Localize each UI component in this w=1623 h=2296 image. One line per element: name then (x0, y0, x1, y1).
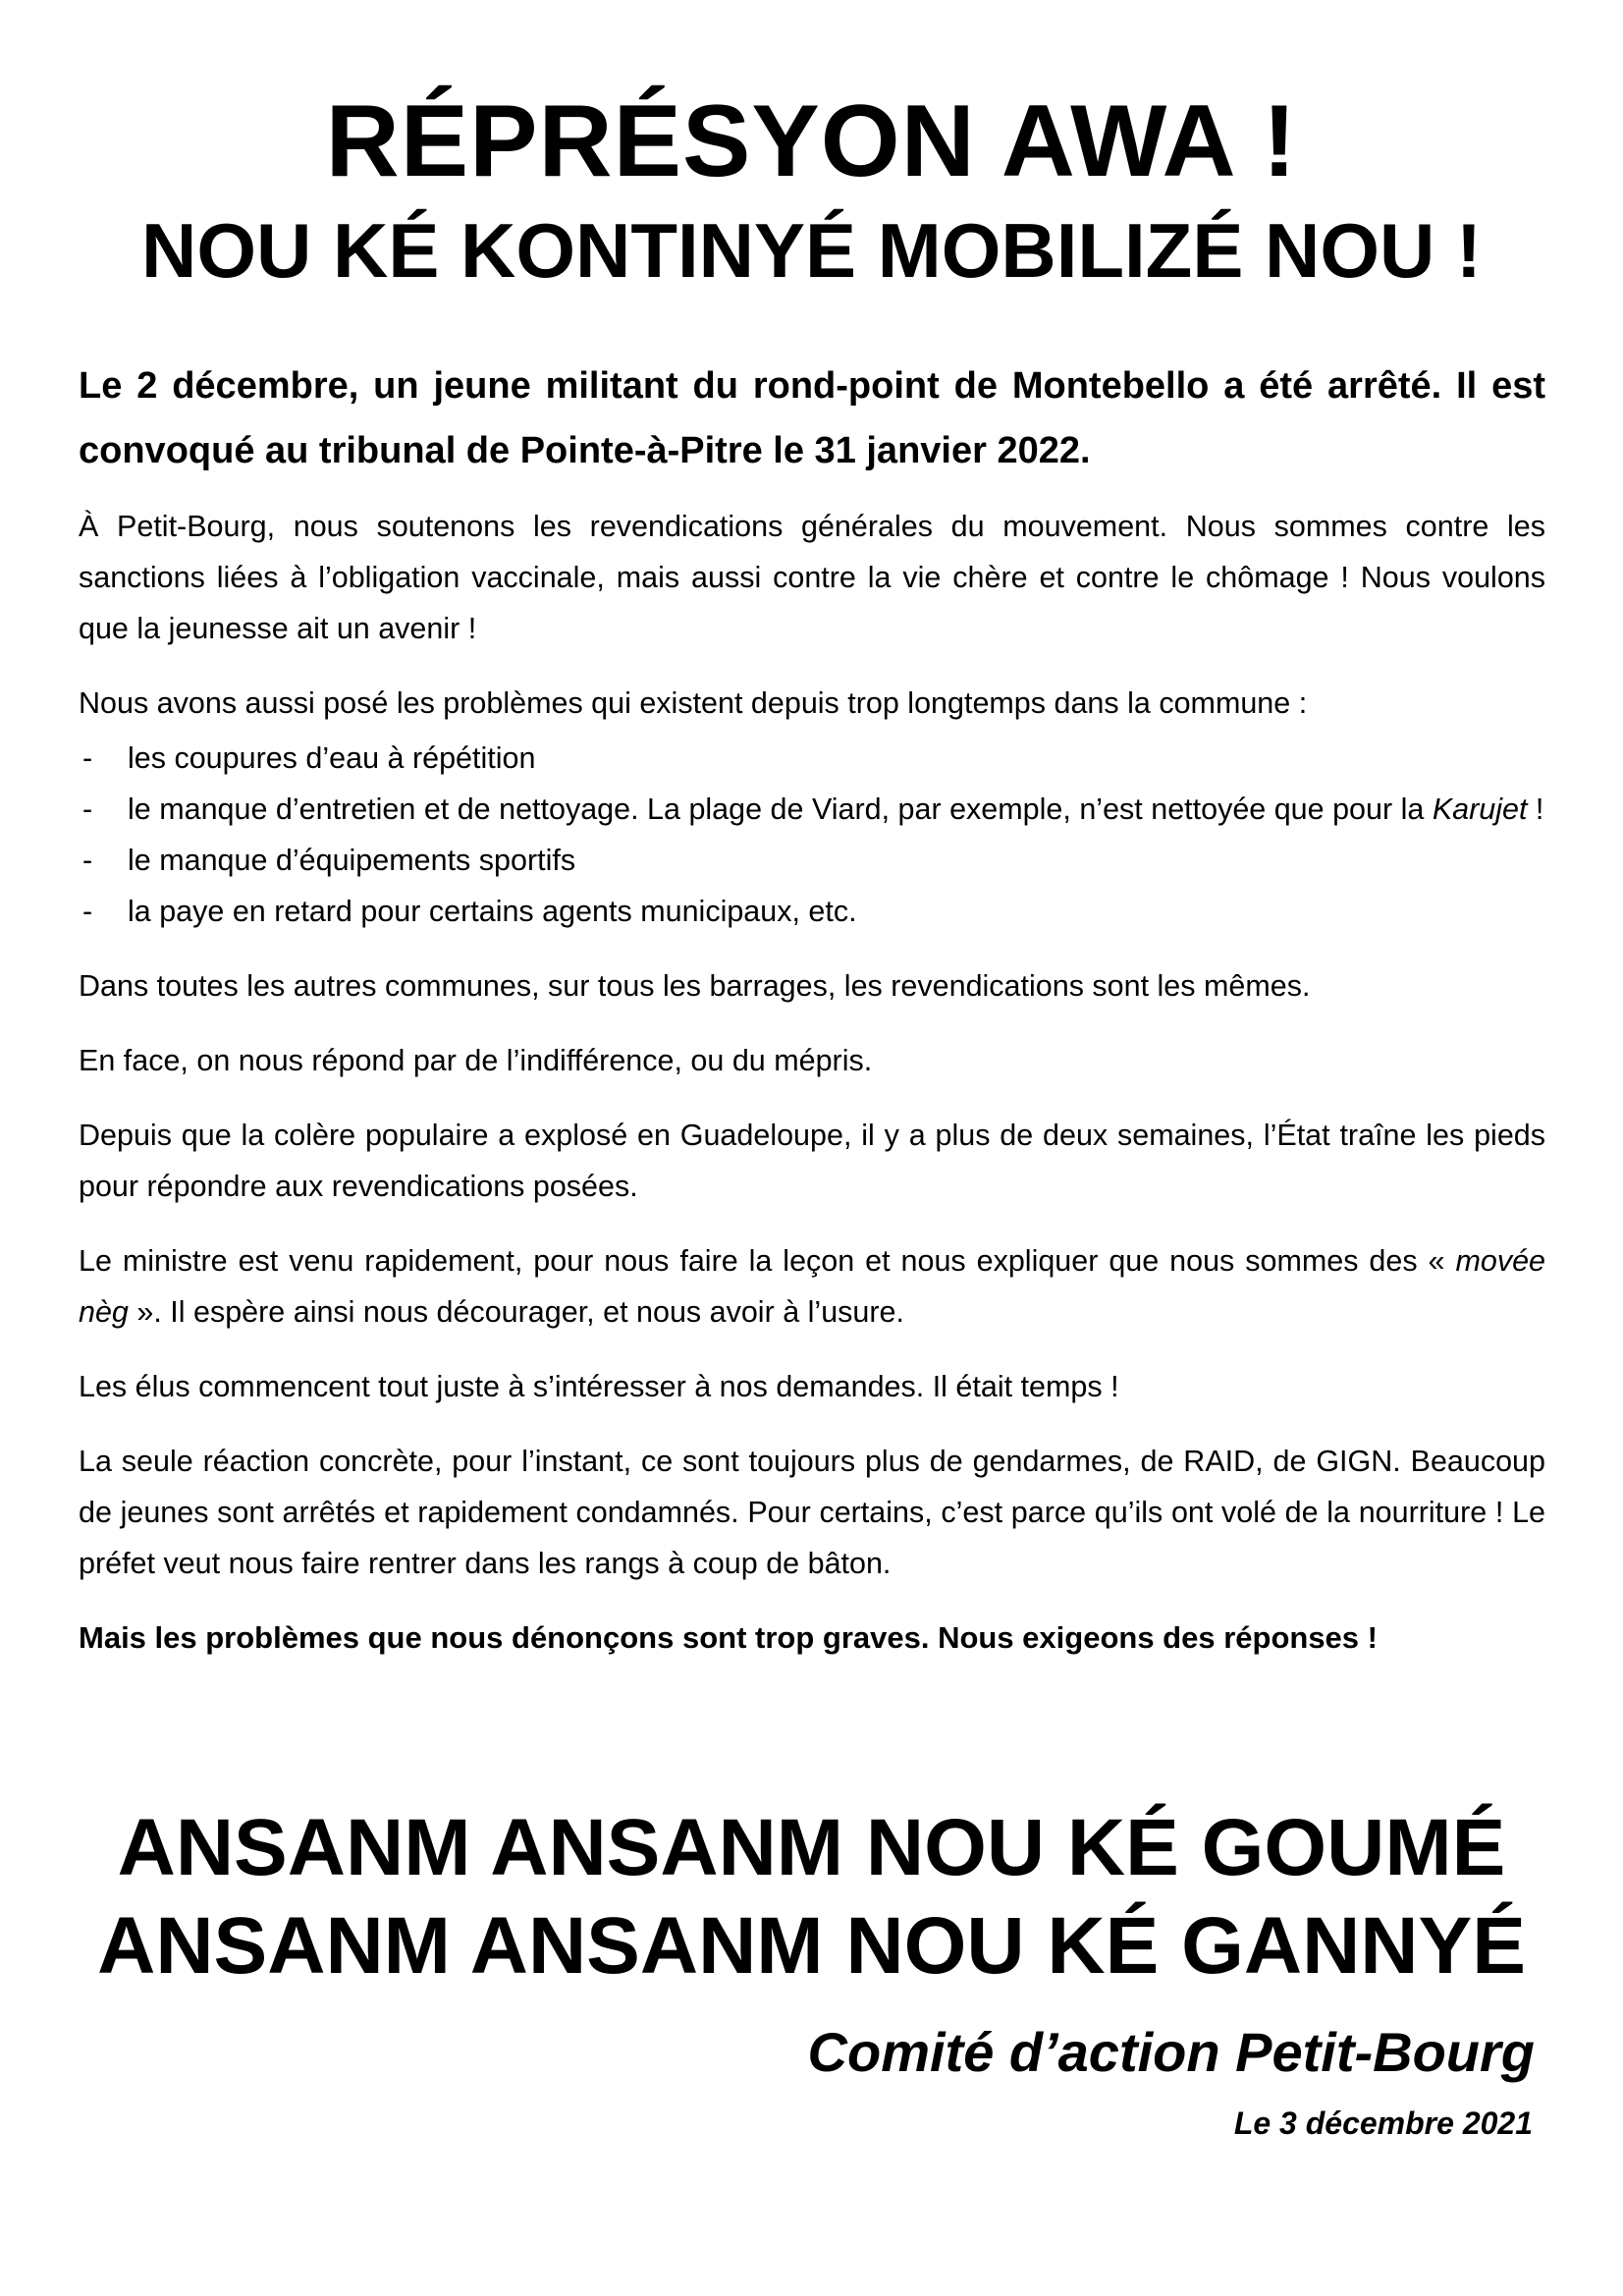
paragraph-communes: Dans toutes les autres communes, sur tous les barrages, les revendications sont les mêmes. (79, 969, 1311, 1003)
signature: Comité d’action Petit-Bourg (807, 2021, 1535, 2083)
subtitle: NOU KÉ KONTINYÉ MOBILIZÉ NOU ! (141, 207, 1482, 294)
list-item (79, 784, 1545, 835)
paragraph-indifference: En face, on nous répond par de l’indifférence, ou du mépris. (79, 1044, 873, 1077)
minister-italic: movée nèg (79, 1244, 1545, 1329)
list-item (79, 835, 1545, 886)
paragraph-state: Depuis que la colère populaire a explosé en Guadeloupe, il y a plus de deux semaines, l’État traîne les pieds pour répondre aux revendications posées. (79, 1119, 1545, 1203)
body-content (79, 354, 1545, 1664)
problems-list (79, 733, 1545, 937)
date: Le 3 décembre 2021 (1233, 2105, 1533, 2141)
slogan-line-2: ANSANM ANSANM NOU KÉ GANNYÉ (97, 1901, 1526, 1991)
list-item-italic: Karujet (1432, 793, 1528, 826)
paragraph-problems-intro: Nous avons aussi posé les problèmes qui existent depuis trop longtemps dans la commune : (79, 686, 1308, 720)
list-item (79, 886, 1545, 937)
paragraph-minister (79, 1235, 1545, 1338)
list-item-text: le manque d’entretien et de nettoyage. La plage de Viard, par exemple, n’est nettoyée que pour la (128, 793, 1433, 826)
paragraph-elected: Les élus commencent tout juste à s’intéresser à nos demandes. Il était temps ! (79, 1370, 1119, 1403)
minister-text: Le ministre est venu rapidement, pour nous faire la leçon et nous expliquer que nous sommes des « (79, 1244, 1456, 1278)
main-title: RÉPRÉSYON AWA ! (325, 84, 1298, 198)
paragraph-repression: La seule réaction concrète, pour l’instant, ce sont toujours plus de gendarmes, de RAID, de GIGN. Beaucoup de jeunes sont arrêtés et rapidement condamnés. Pour certains, c’est parce qu’ils ont volé de la nourriture ! Le préfet veut nous faire rentrer dans les rangs à coup de bâton. (79, 1445, 1545, 1580)
list-item-text: la paye en retard pour certains agents municipaux, etc. (128, 895, 857, 928)
list-item-text: les coupures d’eau à répétition (128, 741, 536, 775)
slogan-line-1: ANSANM ANSANM NOU KÉ GOUMÉ (117, 1803, 1506, 1892)
paragraph-support: À Petit-Bourg, nous soutenons les revendications générales du mouvement. Nous sommes contre les sanctions liées à l’obligation vaccinale, mais aussi contre la vie chère et contre le chômage ! Nous voulons que la jeunesse ait un avenir ! (79, 510, 1545, 645)
list-item-text: le manque d’équipements sportifs (128, 844, 576, 877)
closing-statement: Mais les problèmes que nous dénonçons sont trop graves. Nous exigeons des réponses ! (79, 1620, 1378, 1655)
list-item (79, 733, 1545, 784)
lead-paragraph: Le 2 décembre, un jeune militant du rond-point de Montebello a été arrêté. Il est convoqué au tribunal de Pointe-à-Pitre le 31 janvier 2022. (79, 365, 1545, 471)
minister-text-end: ». Il espère ainsi nous décourager, et nous avoir à l’usure. (128, 1295, 904, 1329)
list-item-text-end: ! (1527, 793, 1544, 826)
